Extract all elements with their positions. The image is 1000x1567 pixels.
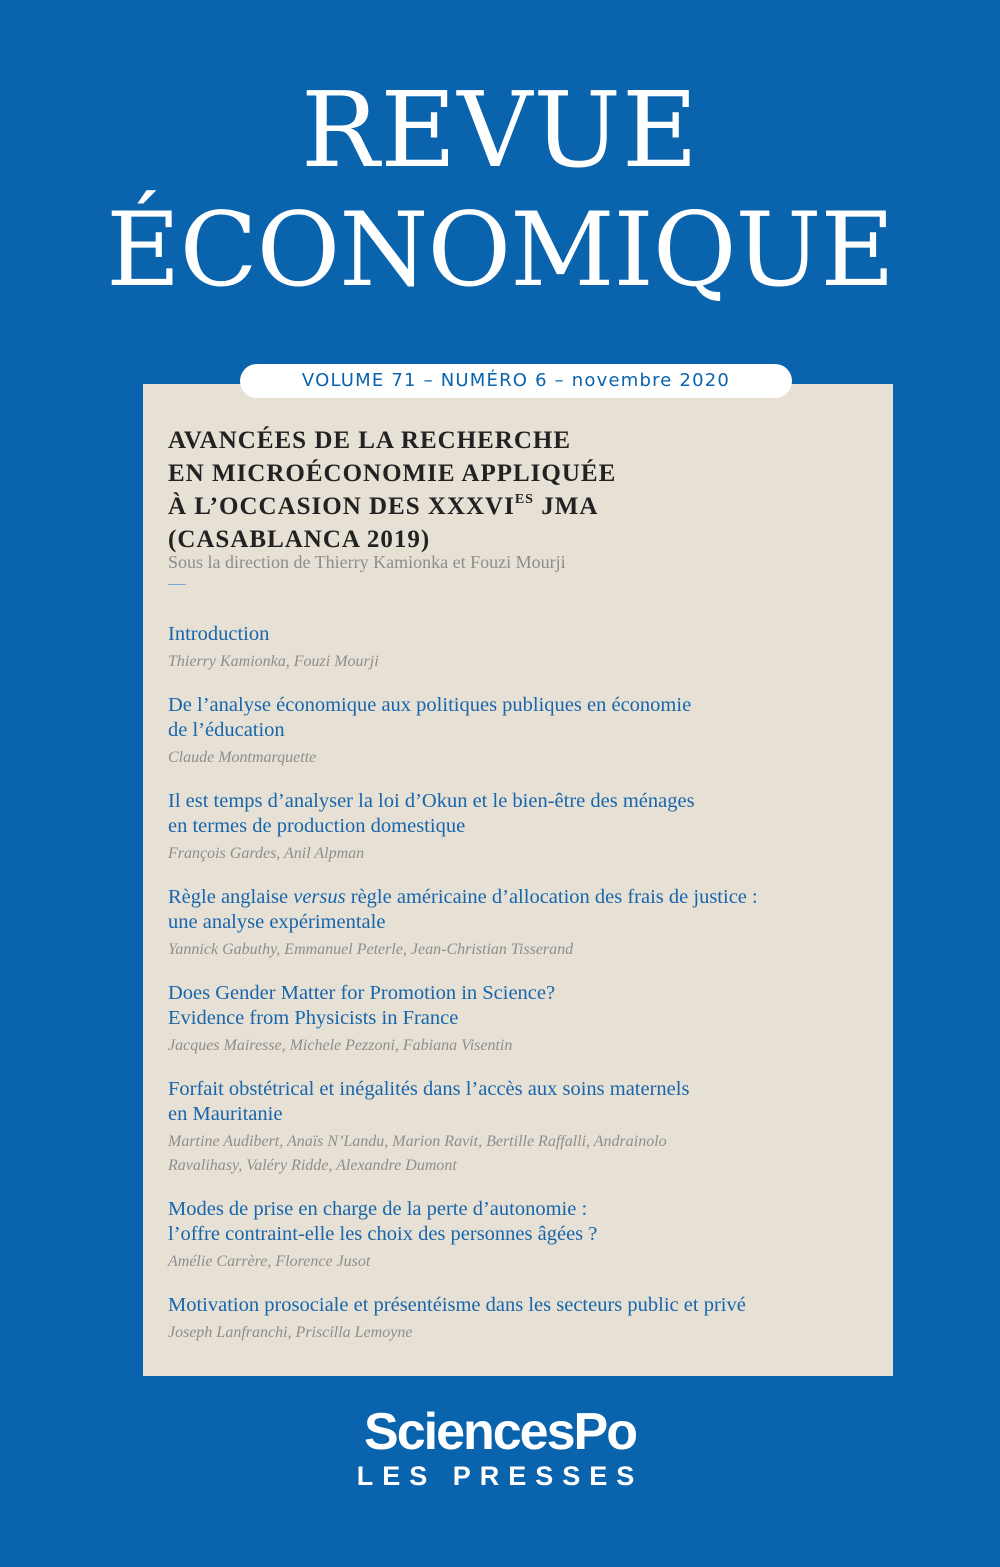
- article-title-line: l’offre contraint-elle les choix des personnes âgées ?: [168, 1223, 598, 1245]
- article-title-emphasis: versus: [293, 886, 346, 908]
- theme-line2: EN MICROÉCONOMIE APPLIQUÉE: [168, 460, 617, 487]
- journal-title-line1: REVUE: [301, 69, 699, 191]
- article-introduction: [168, 622, 868, 674]
- article-title-line: [168, 885, 868, 910]
- article-authors-line: Jacques Mairesse, Michele Pezzoni, Fabiana Visentin: [168, 1037, 513, 1054]
- article-authors: [168, 1250, 868, 1274]
- article-forfait-obstetrical: [168, 1077, 868, 1178]
- theme-line3: [168, 490, 868, 523]
- article-authors-line: François Gardes, Anil Alpman: [168, 845, 365, 862]
- article-frais-justice: [168, 885, 868, 962]
- article-title-line: en Mauritanie: [168, 1103, 283, 1125]
- article-title-line: Modes de prise en charge de la perte d’autonomie :: [168, 1198, 588, 1220]
- article-title-segment: Règle anglaise: [168, 886, 294, 908]
- article-loi-okun: [168, 789, 868, 866]
- article-authors: [168, 650, 868, 674]
- article-title-line: en termes de production domestique: [168, 815, 466, 837]
- article-title-segment: règle américaine d’allocation des frais de justice :: [345, 886, 758, 908]
- article-authors-line: Yannick Gabuthy, Emmanuel Peterle, Jean-Christian Tisserand: [168, 941, 574, 958]
- editors-credit: Sous la direction de Thierry Kamionka et Fouzi Mourji: [168, 552, 566, 572]
- issue-theme: [168, 424, 868, 556]
- article-authors-line: Joseph Lanfranchi, Priscilla Lemoyne: [168, 1324, 413, 1341]
- article-perte-autonomie: [168, 1197, 868, 1274]
- theme-line3-sup: ES: [514, 492, 534, 507]
- table-of-contents: [168, 622, 868, 1364]
- article-title[interactable]: [168, 1293, 868, 1318]
- theme-line4: (CASABLANCA 2019): [168, 526, 431, 553]
- article-title-line: de l’éducation: [168, 719, 285, 741]
- article-authors: [168, 1130, 868, 1178]
- journal-title-line2: ÉCONOMIQUE: [106, 191, 894, 310]
- article-authors: [168, 746, 868, 770]
- article-title[interactable]: [168, 1197, 868, 1247]
- issue-label: VOLUME 71 – NUMÉRO 6 – novembre 2020: [240, 364, 792, 398]
- article-authors: [168, 842, 868, 866]
- article-title[interactable]: [168, 622, 868, 647]
- theme-line3-prefix: À L’OCCASION DES XXXVI: [168, 493, 515, 520]
- article-title-line: Does Gender Matter for Promotion in Science?: [168, 982, 556, 1004]
- article-title-line: Motivation prosociale et présentéisme dans les secteurs public et privé: [168, 1294, 746, 1316]
- theme-line3-suffix: JMA: [533, 493, 599, 520]
- article-motivation-prosociale: [168, 1293, 868, 1345]
- divider: [168, 584, 186, 585]
- article-title-line: Forfait obstétrical et inégalités dans l’accès aux soins maternels: [168, 1078, 690, 1100]
- article-authors: [168, 938, 868, 962]
- article-title-line: une analyse expérimentale: [168, 911, 386, 933]
- article-authors-line: Thierry Kamionka, Fouzi Mourji: [168, 653, 379, 670]
- article-title[interactable]: [168, 789, 868, 839]
- article-title[interactable]: [168, 981, 868, 1031]
- article-title[interactable]: [168, 885, 868, 935]
- article-authors: [168, 1034, 868, 1058]
- article-title-line: Introduction: [168, 623, 270, 645]
- article-authors: [168, 1321, 868, 1345]
- theme-line1: AVANCÉES DE LA RECHERCHE: [168, 427, 572, 454]
- publisher-logo: SciencesPo: [364, 1403, 636, 1461]
- article-economie-education: [168, 693, 868, 770]
- article-authors-line: Martine Audibert, Anaïs N’Landu, Marion Ravit, Bertille Raffalli, Andrainolo: [168, 1133, 667, 1150]
- article-title[interactable]: [168, 693, 868, 743]
- article-title-line: Evidence from Physicists in France: [168, 1007, 459, 1029]
- article-title-line: De l’analyse économique aux politiques publiques en économie: [168, 694, 692, 716]
- article-gender-science: [168, 981, 868, 1058]
- article-authors-line: Amélie Carrère, Florence Jusot: [168, 1253, 371, 1270]
- article-authors-line: Ravalihasy, Valéry Ridde, Alexandre Dumont: [168, 1157, 457, 1174]
- article-authors-line: Claude Montmarquette: [168, 749, 317, 766]
- publisher-subtitle: LES PRESSES: [356, 1461, 644, 1491]
- article-title[interactable]: [168, 1077, 868, 1127]
- article-title-line: Il est temps d’analyser la loi d’Okun et le bien-être des ménages: [168, 790, 695, 812]
